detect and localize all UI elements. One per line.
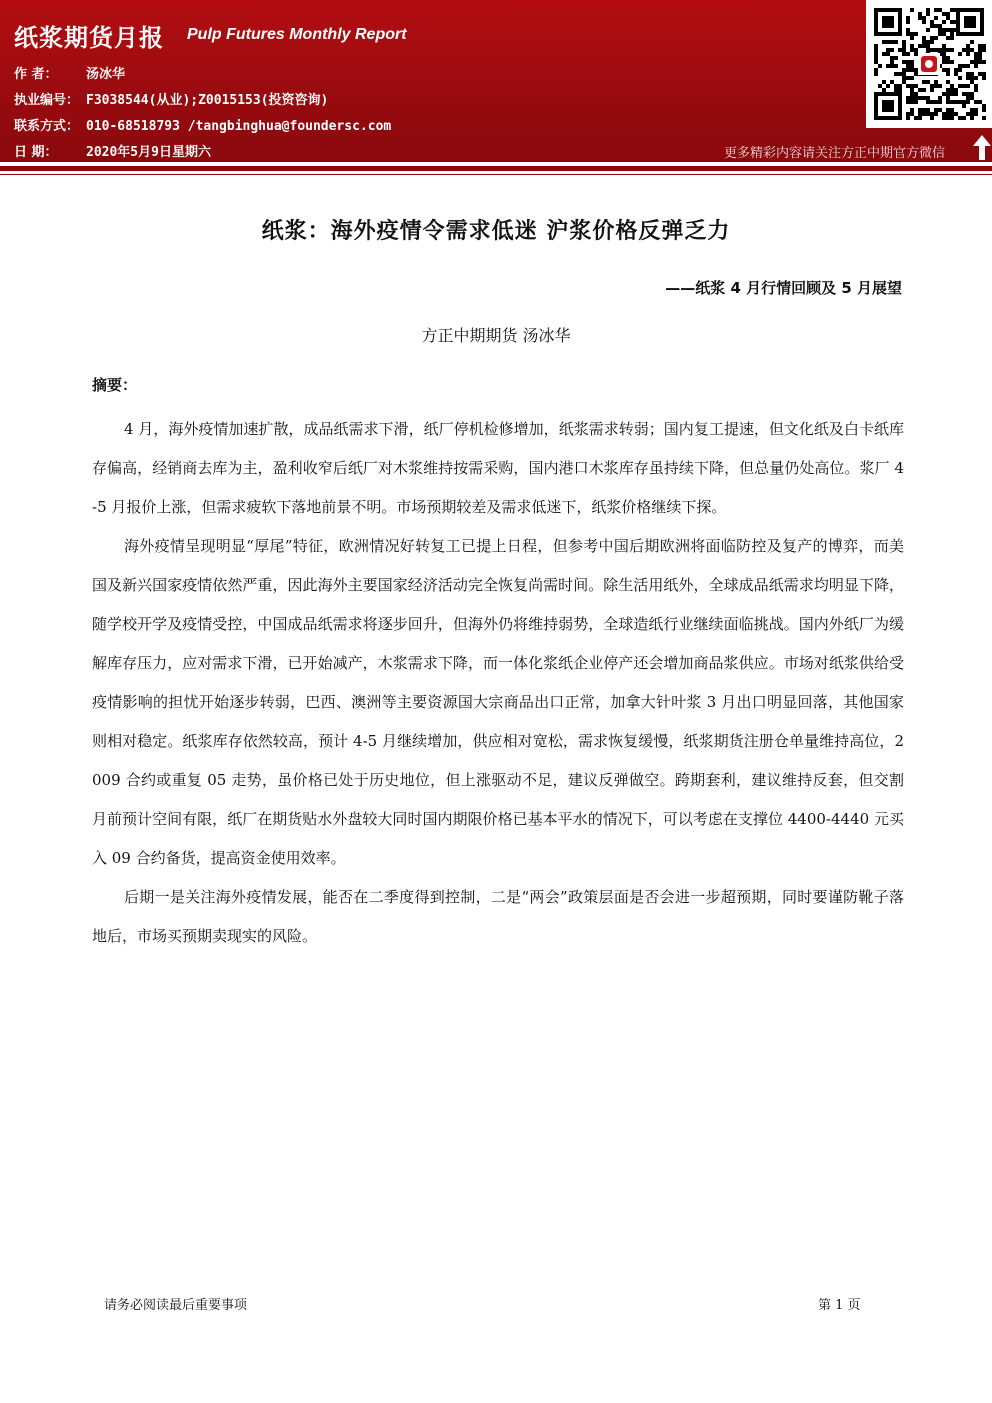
up-arrow-icon — [972, 133, 992, 161]
meta-author-value: 汤冰华 — [86, 67, 126, 82]
meta-date-label: 日 期： — [14, 145, 58, 160]
header-divider-thick — [0, 166, 992, 171]
abstract-paragraph: 4 月，海外疫情加速扩散，成品纸需求下滑，纸厂停机检修增加，纸浆需求转弱；国内复工提速，但文化纸及白卡纸库存偏高，经销商去库为主，盈利收窄后纸厂对木浆维持按需采购，国内港口木浆库存虽持续下降，但总量仍处高位。浆厂 4-5 月报价上涨，但需求疲软下落地前景不明。市场预期较差及需求低迷下，纸浆价格继续下探。 — [92, 420, 904, 516]
footer-notice: 请务必阅读最后重要事项 — [104, 1298, 248, 1313]
meta-author-label: 作 者： — [14, 67, 58, 82]
header-divider-thin — [0, 174, 992, 175]
report-title-cn: 纸浆期货月报 — [14, 24, 164, 52]
meta-license-value: F3038544(从业);Z0015153(投资咨询) — [86, 93, 329, 108]
document-subtitle: ——纸浆 4 月行情回顾及 5 月展望 — [665, 279, 902, 297]
report-title-en: Pulp Futures Monthly Report — [187, 26, 407, 43]
wechat-qr-code — [866, 0, 992, 128]
abstract-paragraph: 后期一是关注海外疫情发展，能否在二季度得到控制，二是“两会”政策层面是否会进一步超预期，同时要谨防靴子落地后，市场买预期卖现实的风险。 — [92, 888, 904, 945]
document-author: 方正中期期货 汤冰华 — [421, 326, 571, 345]
page-number: 第 1 页 — [818, 1298, 861, 1313]
meta-contact-label: 联系方式： — [14, 119, 80, 134]
abstract-heading: 摘要： — [92, 376, 138, 394]
wechat-follow-note: 更多精彩内容请关注方正中期官方微信 — [724, 146, 946, 161]
meta-author — [14, 63, 125, 82]
meta-contact — [14, 115, 391, 134]
meta-license-label: 执业编号： — [14, 93, 80, 108]
meta-date-value: 2020年5月9日星期六 — [86, 145, 211, 160]
qr-code-icon — [872, 6, 986, 122]
meta-date — [14, 141, 211, 160]
abstract-body — [92, 410, 904, 956]
report-header — [0, 0, 992, 162]
meta-license — [14, 89, 328, 108]
abstract-paragraph: 海外疫情呈现明显“厚尾”特征，欧洲情况好转复工已提上日程，但参考中国后期欧洲将面临防控及复产的博弈，而美国及新兴国家疫情依然严重，因此海外主要国家经济活动完全恢复尚需时间。除生活用纸外，全球成品纸需求均明显下降，随学校开学及疫情受控，中国成品纸需求将逐步回升，但海外仍将维持弱势，全球造纸行业继续面临挑战。国内外纸厂为缓解库存压力，应对需求下滑，已开始减产，木浆需求下降，而一体化浆纸企业停产还会增加商品浆供应。市场对纸浆供给受疫情影响的担忧开始逐步转弱，巴西、澳洲等主要资源国大宗商品出口正常，加拿大针叶浆 3 月出口明显回落，其他国家则相对稳定。纸浆库存依然较高，预计 4-5 月继续增加，供应相对宽松，需求恢复缓慢，纸浆期货注册仓单量维持高位，2009 合约或重复 05 走势，虽价格已处于历史地位，但上涨驱动不足，建议反弹做空。跨期套利，建议维持反套，但交割月前预计空间有限，纸厂在期货贴水外盘较大同时国内期限价格已基本平水的情况下，可以考虑在支撑位 4400-4440 元买入 09 合约备货，提高资金使用效率。 — [92, 537, 904, 867]
document-title: 纸浆：海外疫情令需求低迷 沪浆价格反弹乏力 — [261, 219, 731, 244]
meta-contact-value[interactable]: 010-68518793 /tangbinghua@foundersc.com — [86, 119, 392, 134]
